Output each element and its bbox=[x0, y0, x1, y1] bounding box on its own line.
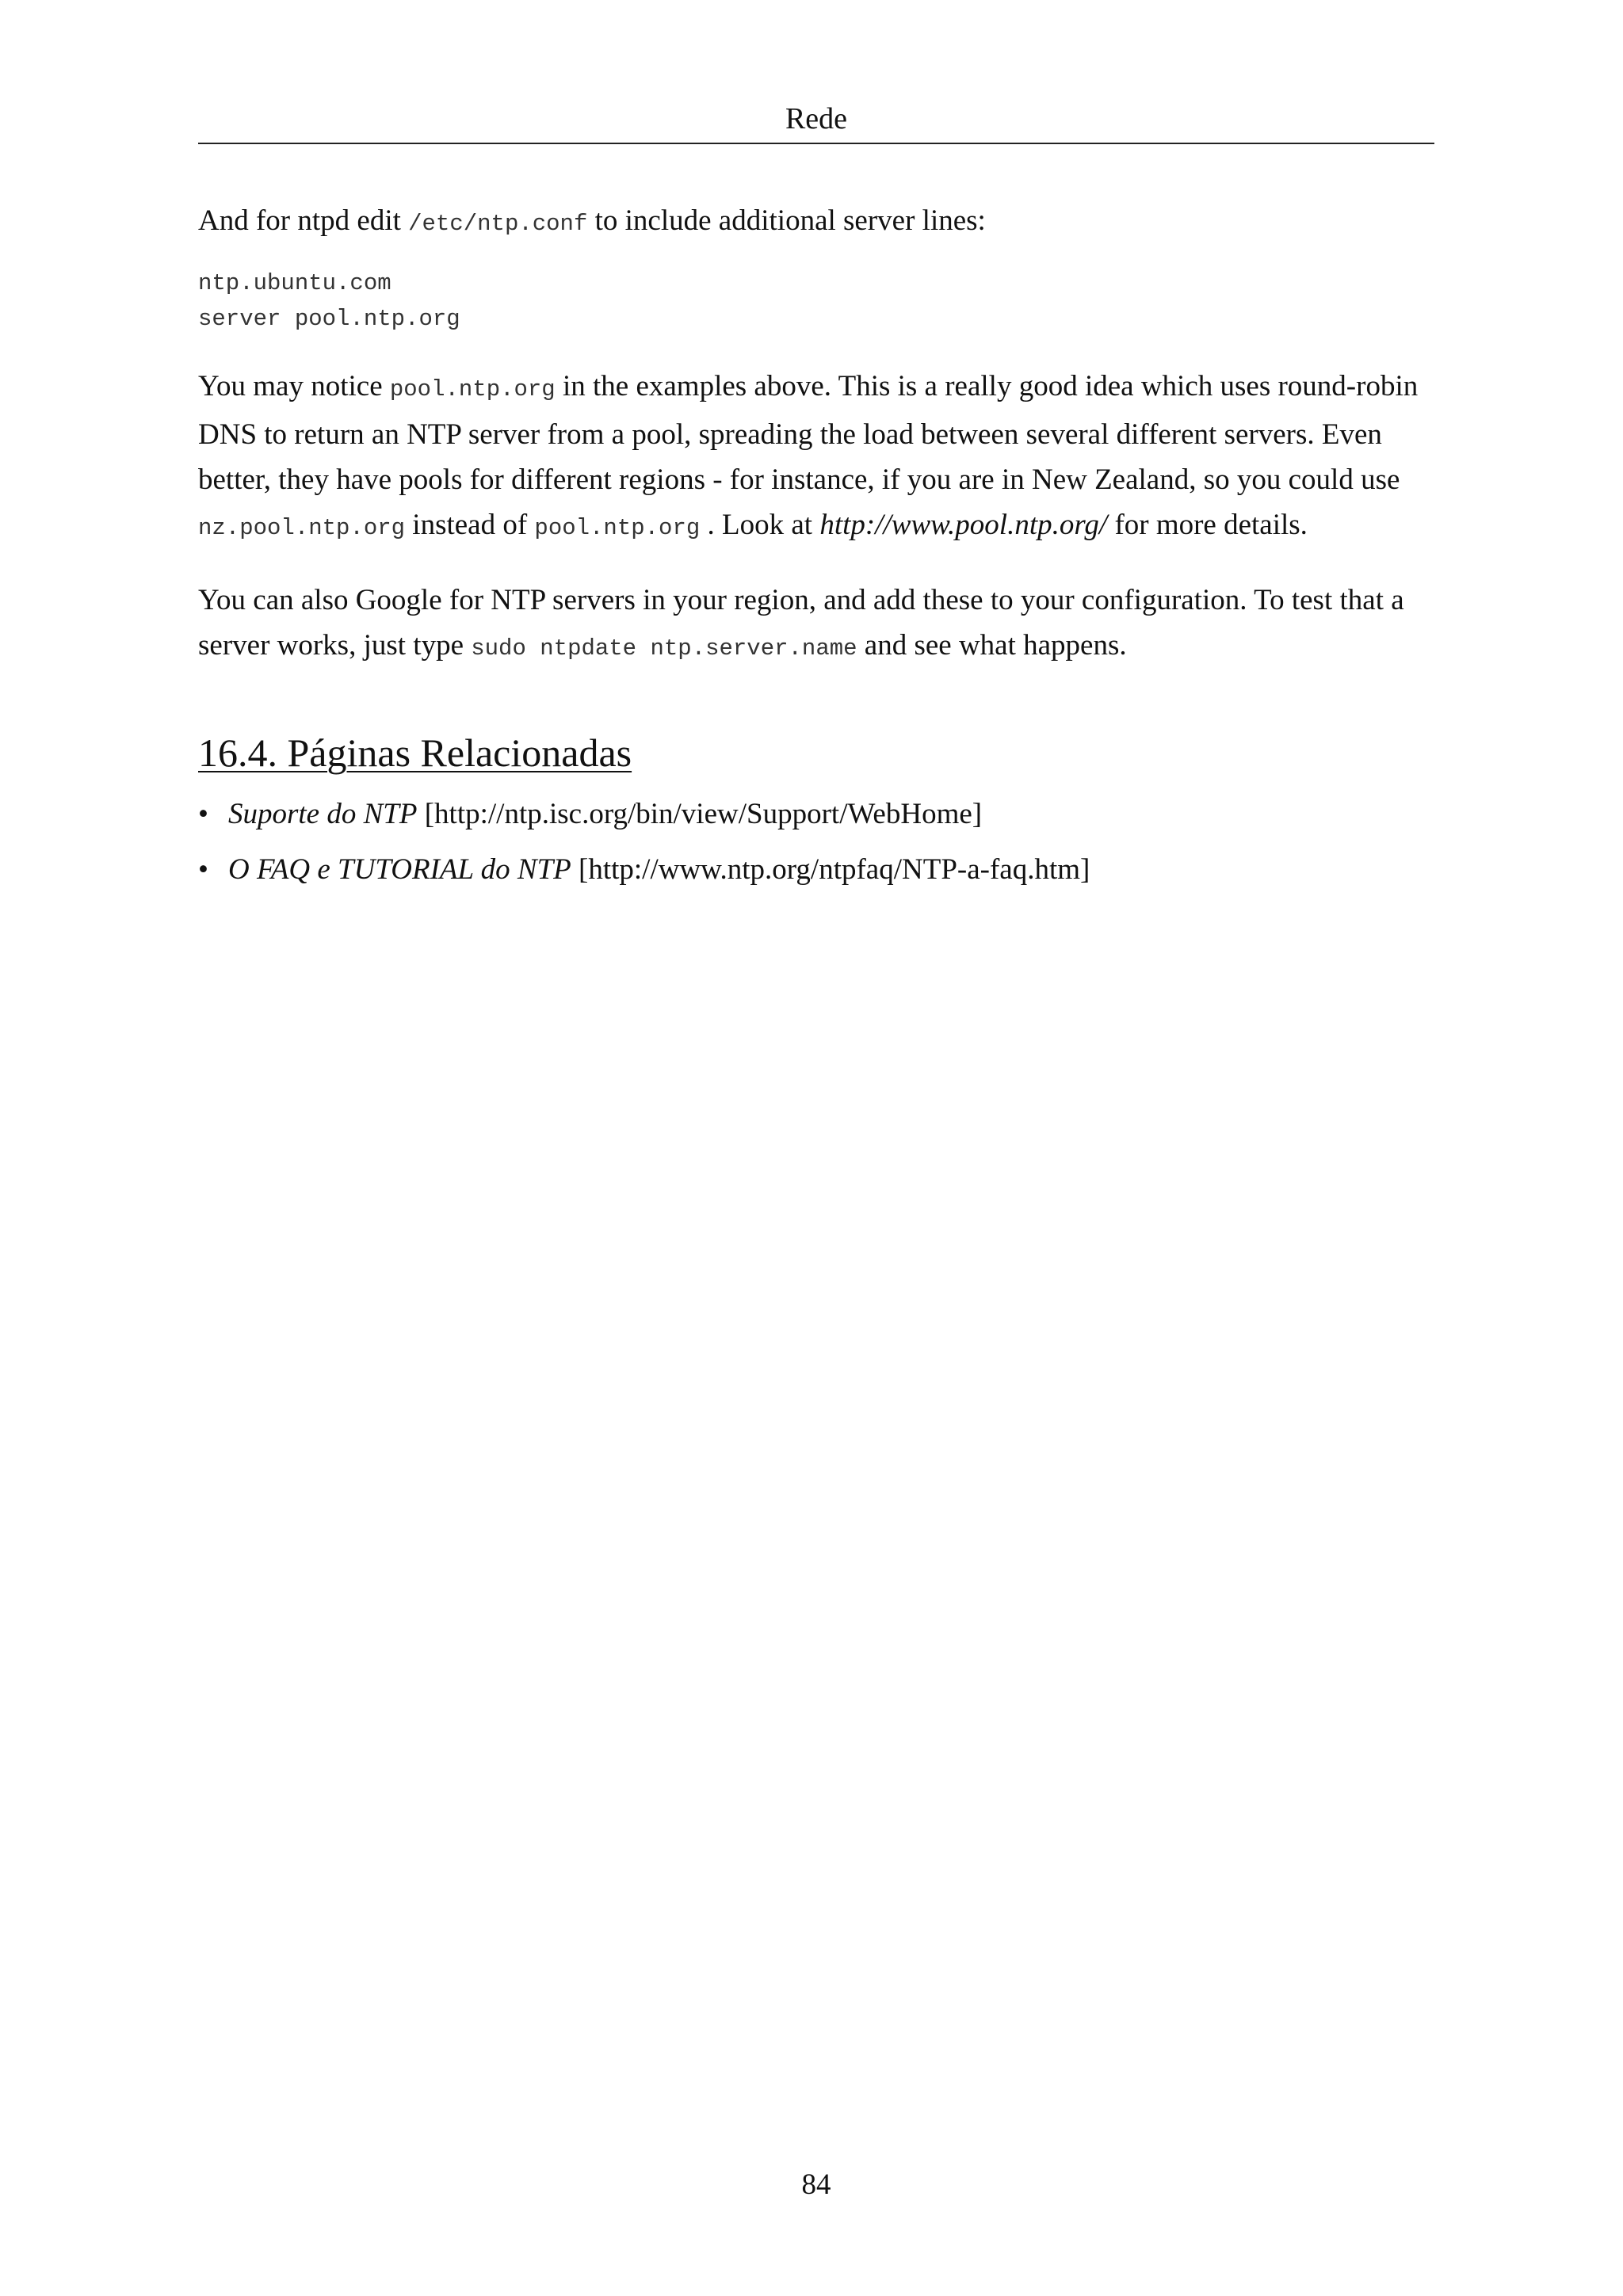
code-line: server pool.ntp.org bbox=[198, 306, 460, 332]
paragraph-ntpd-edit bbox=[198, 198, 1434, 246]
page-content bbox=[198, 198, 1434, 902]
bullet-icon: • bbox=[198, 853, 208, 886]
list-item bbox=[198, 791, 1434, 837]
running-header: Rede bbox=[785, 102, 848, 135]
document-page bbox=[198, 0, 1434, 2296]
section-title: 16.4. Páginas Relacionadas bbox=[198, 730, 632, 775]
link-title[interactable]: Suporte do NTP bbox=[228, 798, 418, 830]
inline-code-pool: pool.ntp.org bbox=[389, 376, 556, 402]
header-rule bbox=[198, 143, 1434, 144]
paragraph-text: instead of bbox=[412, 509, 528, 541]
inline-code-ntp-conf: /etc/ntp.conf bbox=[408, 211, 588, 237]
bullet-icon: • bbox=[198, 798, 208, 830]
related-links-list bbox=[198, 791, 1434, 892]
code-line: ntp.ubuntu.com bbox=[198, 270, 391, 296]
link-pool-ntp-org[interactable]: http://www.pool.ntp.org/ bbox=[819, 509, 1108, 541]
paragraph-text: . Look at bbox=[707, 509, 813, 541]
inline-code-pool: pool.ntp.org bbox=[534, 515, 701, 541]
paragraph-text: for more details. bbox=[1114, 509, 1308, 541]
paragraph-text: You may notice bbox=[198, 370, 383, 402]
paragraph-pool-ntp bbox=[198, 364, 1434, 551]
page-number: 84 bbox=[801, 2168, 831, 2201]
link-url[interactable]: [http://www.ntp.org/ntpfaq/NTP-a-faq.htm] bbox=[579, 853, 1090, 886]
inline-code-ntpdate: sudo ntpdate ntp.server.name bbox=[471, 635, 857, 662]
list-item bbox=[198, 847, 1434, 892]
paragraph-text: in the examples above. This is a really good idea which uses round-robin DNS to return an NTP server from a pool, spreading the load between several different servers. Even better, they have pools for different regions - for instance, if you are in New Zealand, so you could use bbox=[198, 370, 1419, 496]
paragraph-google-ntp bbox=[198, 578, 1434, 671]
inline-code-nz-pool: nz.pool.ntp.org bbox=[198, 515, 406, 541]
paragraph-text: and see what happens. bbox=[864, 629, 1127, 662]
link-title[interactable]: O FAQ e TUTORIAL do NTP bbox=[228, 853, 571, 886]
code-block bbox=[198, 265, 1434, 337]
paragraph-text: You can also Google for NTP servers in your region, and add these to your configuration. To test that a server works, just type bbox=[198, 584, 1404, 662]
paragraph-text: And for ntpd edit bbox=[198, 204, 401, 237]
link-url[interactable]: [http://ntp.isc.org/bin/view/Support/WebHome] bbox=[424, 798, 983, 830]
paragraph-text: to include additional server lines: bbox=[594, 204, 986, 237]
